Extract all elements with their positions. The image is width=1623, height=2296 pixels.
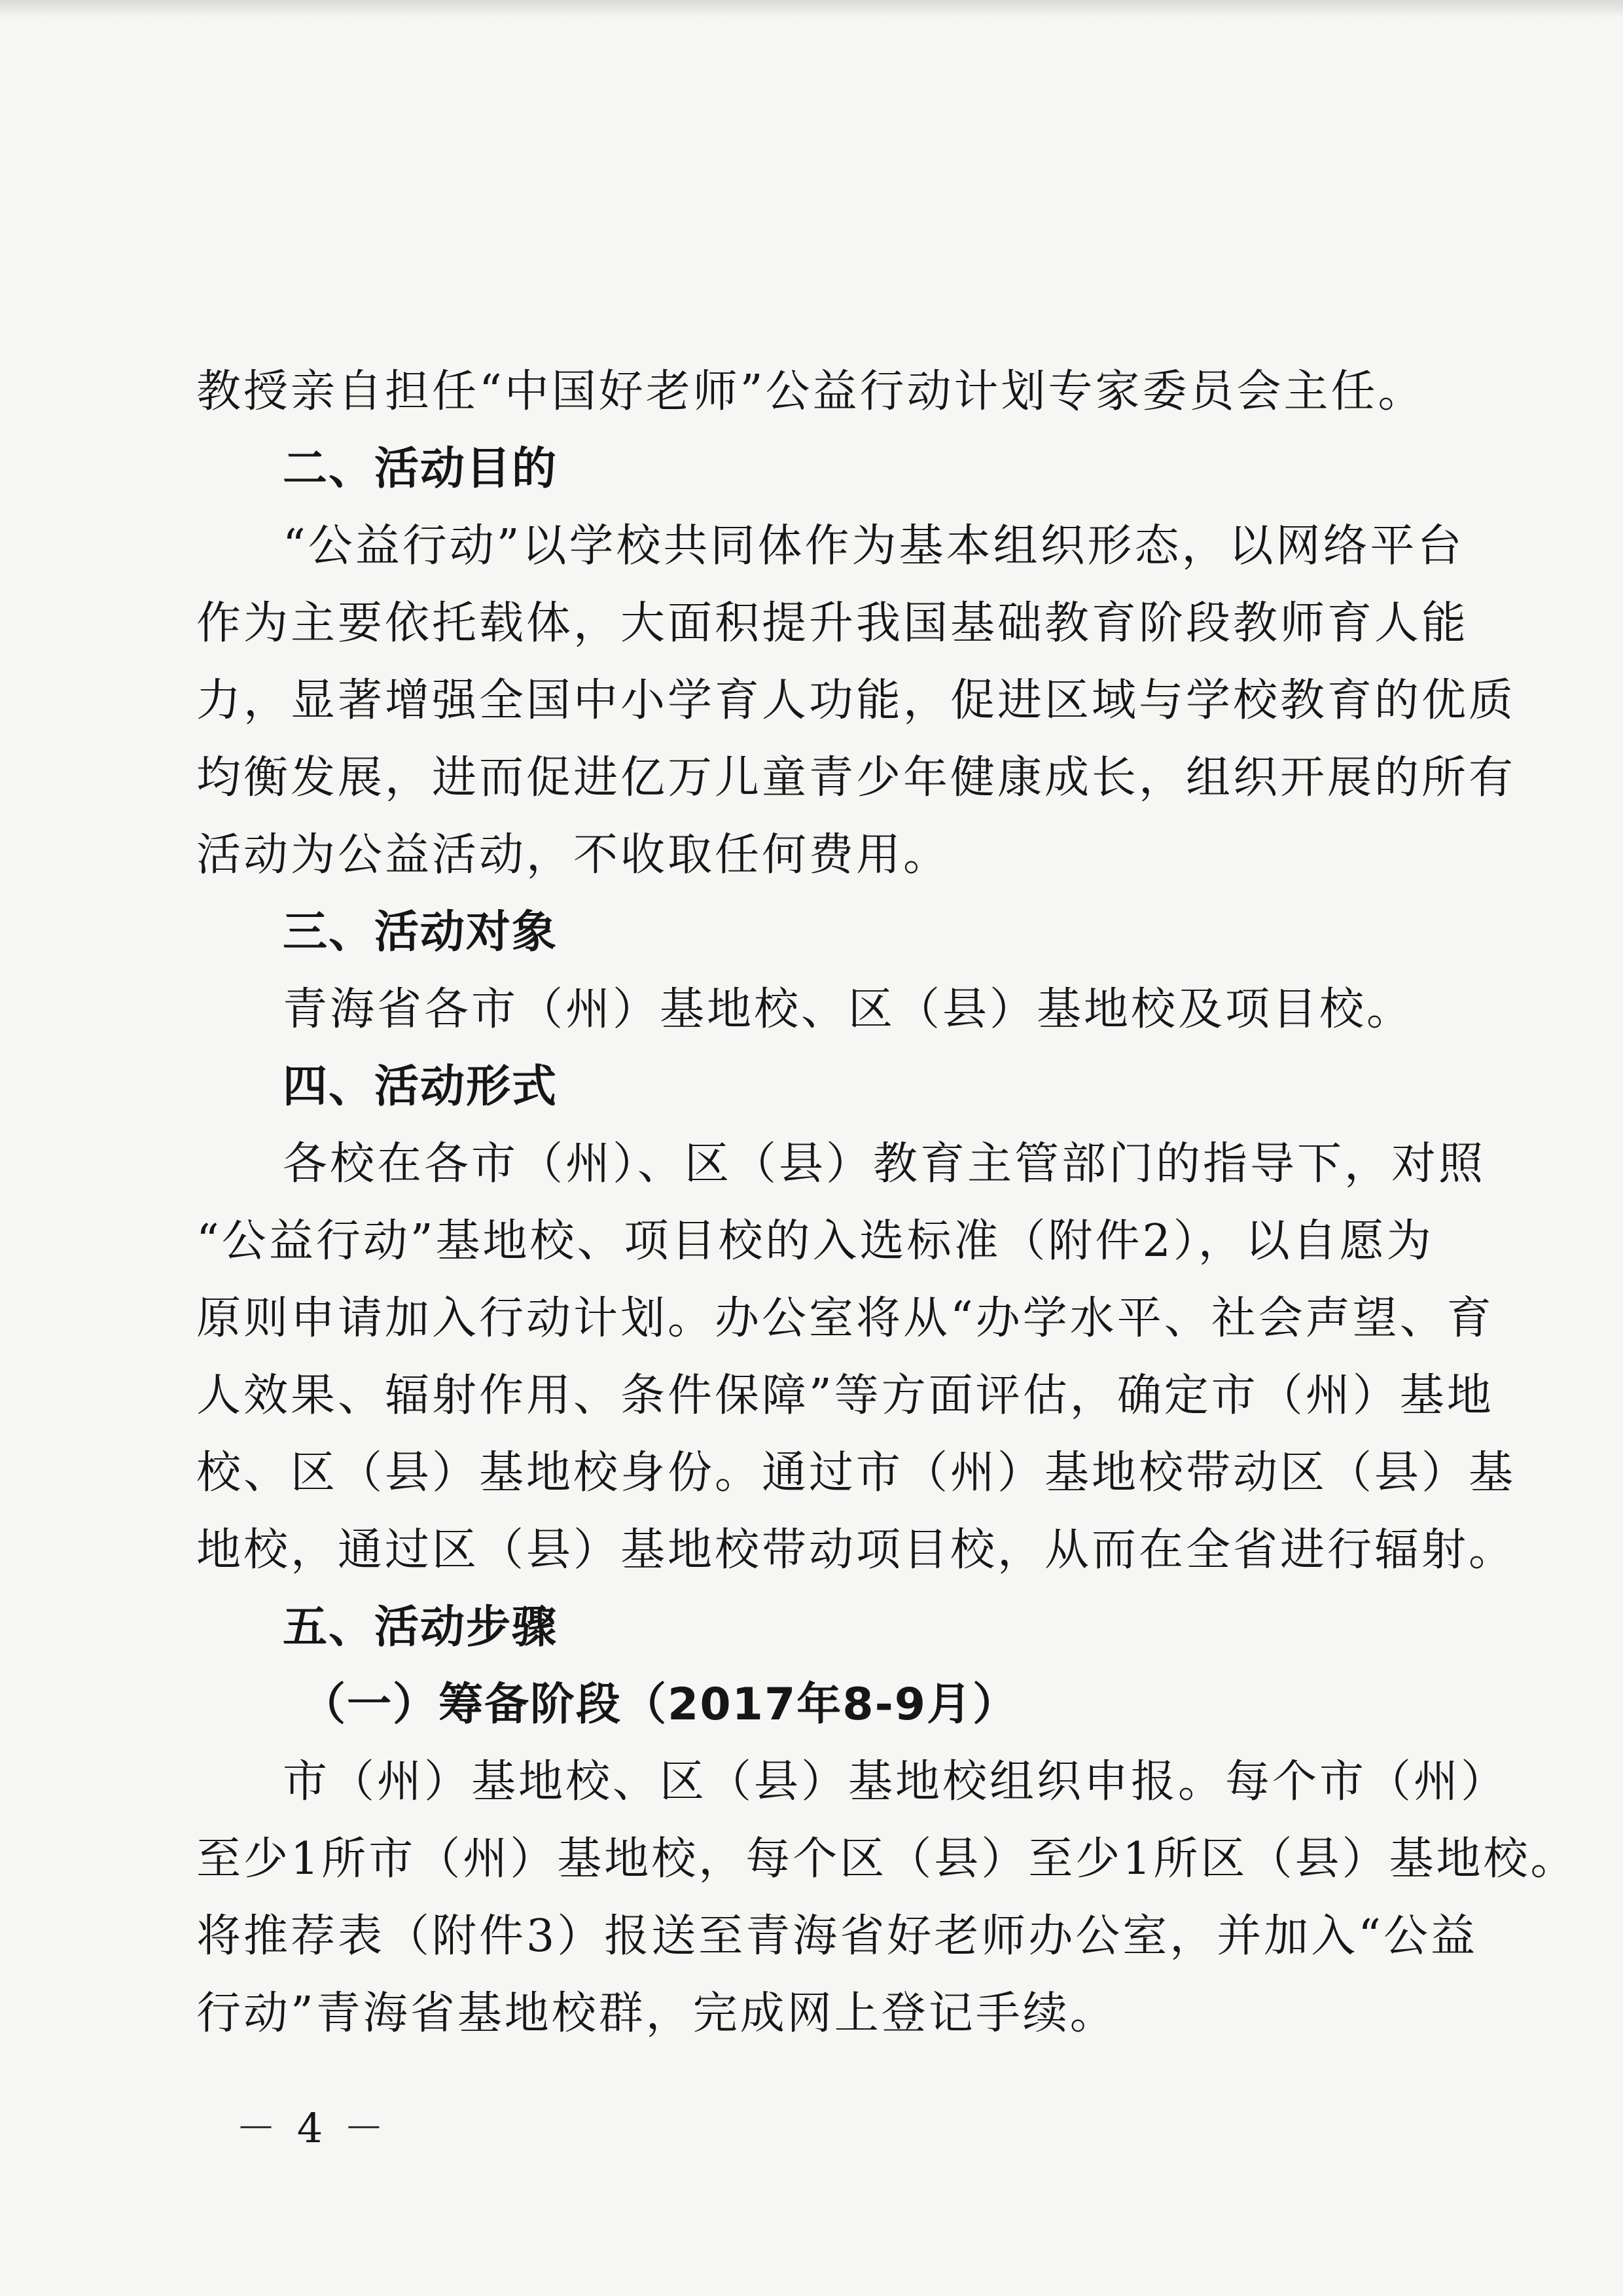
text-line-continuation: 教授亲自担任“中国好老师”公益行动计划专家委员会主任。 [196,366,1425,418]
subsection-heading-preparation: （一）筹备阶段（2017年8-9月） [301,1679,1019,1731]
section-heading-steps: 五、活动步骤 [283,1602,558,1653]
paragraph-line: 校、区（县）基地校身份。通过市（州）基地校带动区（县）基 [196,1447,1516,1499]
paragraph-line: 均衡发展，进而促进亿万儿童青少年健康成长，组织开展的所有 [196,752,1516,804]
paragraph-line: “公益行动”基地校、项目校的入选标准（附件2），以自愿为 [196,1215,1434,1267]
paragraph-line: 作为主要依托载体，大面积提升我国基础教育阶段教师育人能 [196,598,1469,649]
paragraph-line: 各校在各市（州）、区（县）教育主管部门的指导下，对照 [283,1138,1486,1190]
page-number: － 4 － [236,2104,388,2152]
paragraph-line: 至少1所市（州）基地校，每个区（县）至少1所区（县）基地校。 [196,1833,1578,1885]
paragraph-line: 青海省各市（州）基地校、区（县）基地校及项目校。 [283,984,1414,1035]
paragraph-line: 力，显著增强全国中小学育人功能，促进区域与学校教育的优质 [196,675,1516,726]
paragraph-line: 市（州）基地校、区（县）基地校组织申报。每个市（州） [283,1756,1508,1808]
paragraph-line: 活动为公益活动，不收取任何费用。 [196,829,951,881]
paragraph-line: 地校，通过区（县）基地校带动项目校，从而在全省进行辐射。 [196,1524,1516,1576]
scan-edge [0,0,1623,18]
paragraph-line: 原则申请加入行动计划。办公室将从“办学水平、社会声望、育 [196,1293,1494,1344]
paragraph-line: “公益行动”以学校共同体作为基本组织形态，以网络平台 [283,520,1465,572]
paragraph-line: 行动”青海省基地校群，完成网上登记手续。 [196,1988,1117,2039]
section-heading-format: 四、活动形式 [283,1061,558,1113]
section-heading-purpose: 二、活动目的 [283,443,558,495]
section-heading-targets: 三、活动对象 [283,906,558,958]
paragraph-line: 人效果、辐射作用、条件保障”等方面评估，确定市（州）基地 [196,1370,1494,1422]
paragraph-line: 将推荐表（附件3）报送至青海省好老师办公室，并加入“公益 [196,1910,1478,1962]
